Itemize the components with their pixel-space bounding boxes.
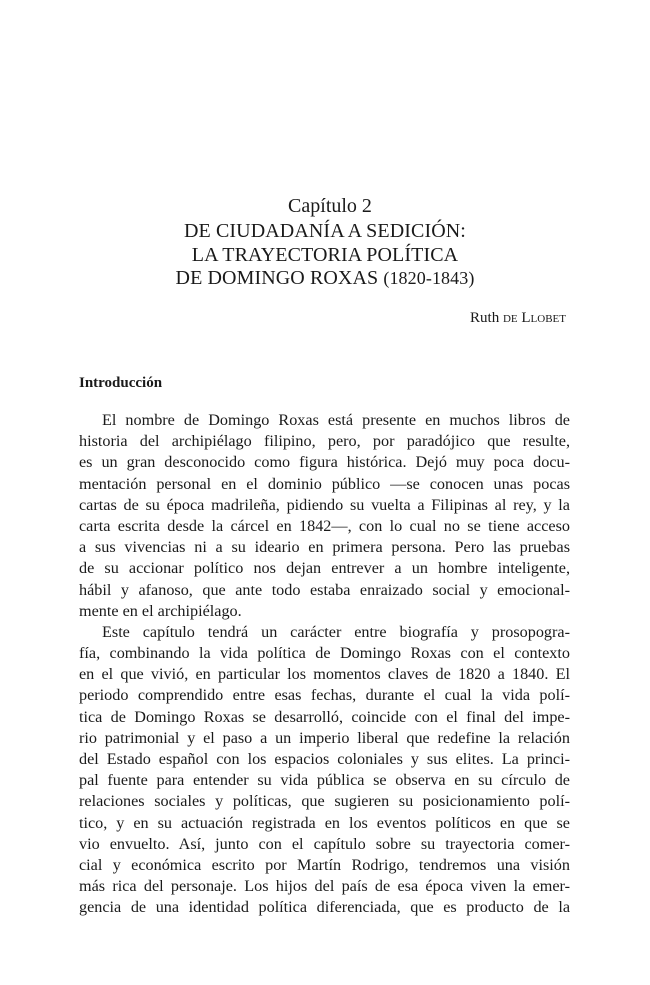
author-last-name: de Llobet: [502, 310, 566, 326]
text-line: El nombre de Domingo Roxas está presente en muchos libros de: [102, 411, 570, 429]
text-line: carta escrita desde la cárcel en 1842—, con lo cual no se tiene acceso: [79, 516, 570, 535]
text-line: Este capítulo tendrá un carácter entre biografía y prosopogra-: [102, 622, 570, 641]
text-line: tica de Domingo Roxas se desarrolló, coincide con el final del impe-: [79, 707, 570, 726]
text-line: del Estado español con los espacios coloniales y sus elites. La princi-: [79, 750, 570, 768]
text-line: cial y económica escrito por Martín Rodrigo, tendremos una visión: [79, 855, 570, 874]
chapter-title-line-2: LA TRAYECTORIA POLÍTICA: [191, 243, 459, 266]
chapter-label: Capítulo 2: [288, 195, 372, 217]
chapter-years: (1820-1843): [383, 268, 475, 288]
text-line: tico, y en su actuación registrada en los eventos políticos en que se: [79, 813, 570, 832]
chapter-header: [0, 193, 650, 291]
chapter-title-text: DE DOMINGO ROXAS: [175, 267, 379, 289]
text-line: rio patrimonial y el paso a un imperio liberal que redefine la relación: [79, 728, 570, 747]
text-line: gencia de una identidad política diferenciada, que es producto de la: [79, 898, 570, 917]
text-line: en el que vivió, en particular los momentos claves de 1820 a 1840. El: [79, 665, 570, 684]
text-line: pal fuente para entender su vida pública se observa en su círculo de: [79, 771, 570, 790]
text-line: cartas de su época madrileña, pidiendo su vuelta a Filipinas al rey, y la: [79, 495, 570, 514]
author-first-name: Ruth: [470, 310, 500, 326]
text-line: mente en el archipiélago.: [79, 601, 242, 620]
text-line: vio envuelto. Así, junto con el capítulo sobre su trayectoria comer-: [79, 834, 570, 853]
text-line: más rica del personaje. Los hijos del país de esa época viven la emer-: [79, 877, 570, 896]
text-line: a sus vivencias ni a su ideario en primera persona. Pero las pruebas: [79, 538, 570, 557]
chapter-title-line-3: [0, 267, 650, 291]
text-line: mentación personal en el dominio público —se conocen unas pocas: [79, 474, 570, 493]
text-line: periodo comprendido entre esas fechas, durante el cual la vida polí-: [79, 686, 570, 705]
body-text: [79, 410, 570, 919]
text-line: hábil y afanoso, que ante todo estaba enraizado social y emocional-: [79, 580, 570, 599]
text-line: de su accionar político nos dejan entrever a un hombre inteligente,: [79, 559, 570, 578]
chapter-title-line-1: DE CIUDADANÍA A SEDICIÓN:: [184, 220, 466, 242]
text-line: fía, combinando la vida política de Domingo Roxas con el contexto: [79, 644, 570, 663]
text-line: es un gran desconocido como figura histórica. Dejó muy poca docu-: [79, 453, 570, 472]
text-line: historia del archipiélago filipino, pero, por paradójico que resulte,: [79, 432, 570, 451]
section-heading: Introducción: [79, 375, 163, 391]
text-line: relaciones sociales y políticas, que sugieren su posicionamiento polí-: [79, 792, 570, 811]
author-name: [470, 308, 566, 328]
